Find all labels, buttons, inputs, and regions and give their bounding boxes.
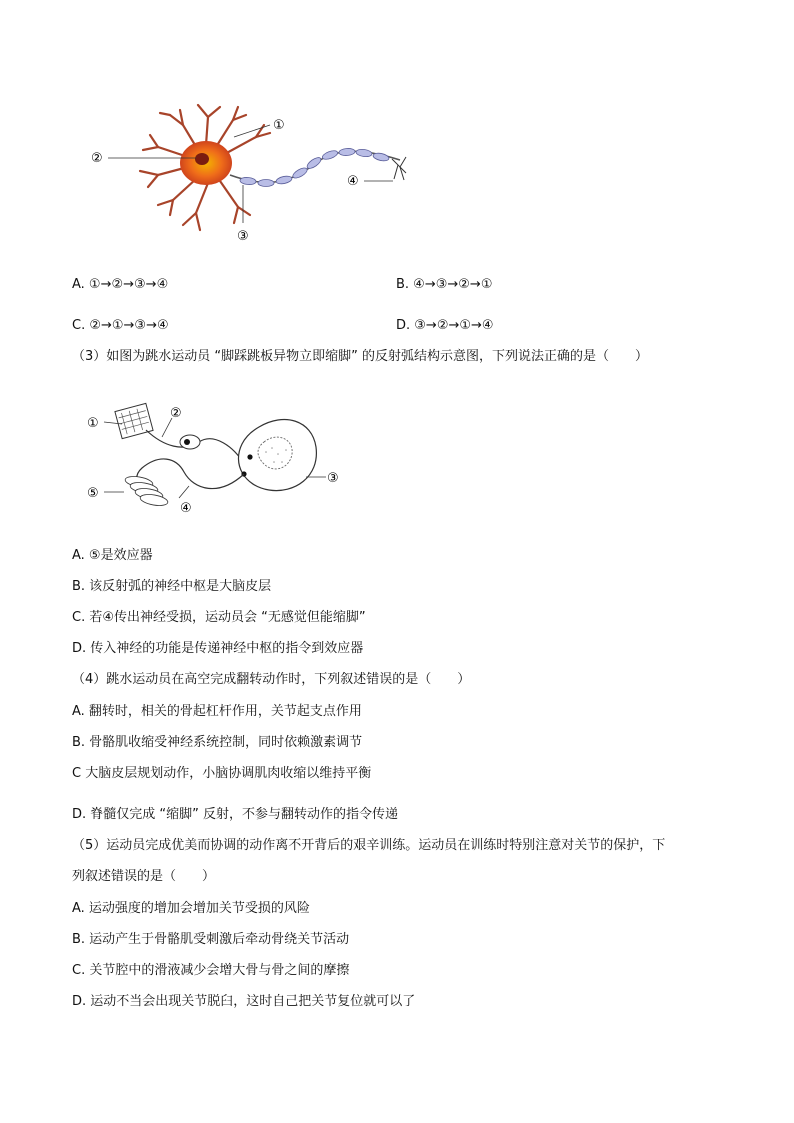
- q3-option-d: D. 传入神经的功能是传递神经中枢的指令到效应器: [72, 641, 364, 656]
- label-1: ①: [87, 416, 99, 431]
- q5-option-a: A. 运动强度的增加会增加关节受损的风险: [72, 901, 310, 916]
- label-3: ③: [237, 229, 249, 244]
- q2-option-b: B. ④→③→②→①: [396, 277, 493, 292]
- q4-option-b: B. 骨骼肌收缩受神经系统控制，同时依赖激素调节: [72, 735, 363, 750]
- q3-option-a: A. ⑤是效应器: [72, 548, 153, 563]
- label-4: ④: [347, 174, 359, 189]
- label-3: ③: [327, 471, 339, 486]
- label-4: ④: [180, 501, 192, 516]
- reflex-arc-figure: [84, 402, 354, 522]
- muscle-effector: [124, 475, 168, 508]
- label-5: ⑤: [87, 486, 99, 501]
- q2-option-c: C. ②→①→③→④: [72, 318, 169, 333]
- q4-option-d: D. 脊髓仅完成 “缩脚” 反射，不参与翻转动作的指令传递: [72, 807, 399, 822]
- q5-option-c: C. 关节腔中的滑液减少会增大骨与骨之间的摩擦: [72, 963, 350, 978]
- q5-stem-line2: 列叙述错误的是（ ）: [72, 869, 216, 884]
- spinal-cord: [238, 420, 316, 491]
- q3-option-b: B. 该反射弧的神经中枢是大脑皮层: [72, 579, 272, 594]
- q2-option-d: D. ③→②→①→④: [396, 318, 494, 333]
- q4-stem: （4）跳水运动员在高空完成翻转动作时，下列叙述错误的是（ ）: [72, 672, 471, 687]
- label-2: ②: [170, 406, 182, 421]
- q2-option-a: A. ①→②→③→④: [72, 277, 169, 292]
- q3-option-c: C. 若④传出神经受损，运动员会 “无感觉但能缩脚”: [72, 610, 366, 625]
- label-1: ①: [273, 118, 285, 133]
- q5-option-b: B. 运动产生于骨骼肌受刺激后牵动骨绕关节活动: [72, 932, 350, 947]
- neuron-figure: [88, 95, 418, 245]
- q4-option-c: C 大脑皮层规划动作，小脑协调肌肉收缩以维持平衡: [72, 766, 372, 781]
- nucleus: [195, 153, 209, 165]
- q5-option-d: D. 运动不当会出现关节脱臼，这时自己把关节复位就可以了: [72, 994, 416, 1009]
- q5-stem-line1: （5）运动员完成优美而协调的动作离不开背后的艰辛训练。运动员在训练时特别注意对关节的保护，下: [72, 838, 666, 853]
- q4-option-a: A. 翻转时，相关的骨起杠杆作用，关节起支点作用: [72, 704, 362, 719]
- label-2: ②: [91, 151, 103, 166]
- q3-stem: （3）如图为跳水运动员 “脚踩跳板异物立即缩脚” 的反射弧结构示意图，下列说法正确的是（ ）: [72, 349, 649, 364]
- skin-receptor: [115, 403, 153, 438]
